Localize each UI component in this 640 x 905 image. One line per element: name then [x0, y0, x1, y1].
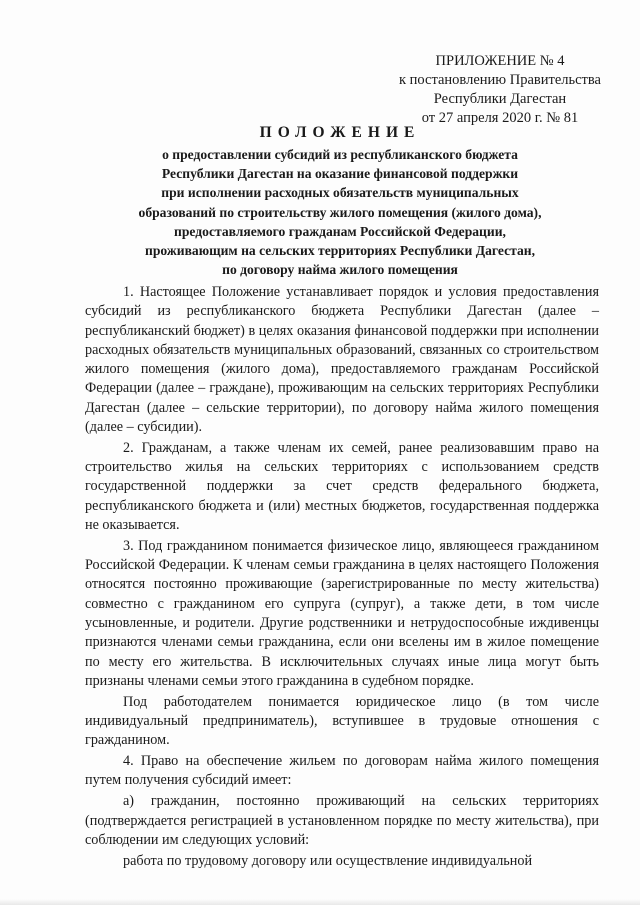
- title-word: ПОЛОЖЕНИЕ: [259, 124, 421, 141]
- title-line: предоставляемого гражданам Российской Федерации,: [174, 223, 506, 239]
- title-line: по договору найма жилого помещения: [222, 262, 458, 278]
- paragraph-1: 1. Настоящее Положение устанавливает порядок и условия предоставления субсидий из республиканского бюджета Республики Дагестан (далее – республиканский бюджет) в целях оказания финансовой поддержки при исполнении расходных обязательств муниципальных образований, связанных со строительством жилого помещения (жилого дома), предоставляемого гражданам Российской Федерации (далее – граждане), проживающим на сельских территориях Республики Дагестан (далее – сельские территории), по договору найма жилого помещения (далее – субсидии).: [85, 284, 599, 436]
- paragraph-4a-condition: работа по трудовому договору или осуществление индивидуальной: [123, 852, 533, 869]
- appendix-number: ПРИЛОЖЕНИЕ № 4: [435, 53, 565, 69]
- appendix-decree-line: к постановлению Правительства: [399, 72, 601, 88]
- paragraph-4a: а) гражданин, постоянно проживающий на сельских территориях (подтверждается регистрацией в установленном порядке по месту жительства), при соблюдении им следующих условий:: [85, 793, 599, 848]
- paragraph-3: 3. Под гражданином понимается физическое лицо, являющееся гражданином Российской Федерации. К членам семьи гражданина в целях настоящего Положения относятся постоянно проживающие (зарегистрированные по месту жительства) совместно с гражданином его супруга (супруг), а также дети, в том числе усыновленные, и родители. Другие родственники и нетрудоспособные иждивенцы признаются членами семьи гражданина, если они вселены им в жилое помещение по месту его жительства. В исключительных случаях иные лица могут быть признаны членами семьи этого гражданина в судебном порядке.: [85, 537, 599, 689]
- title-line: о предоставлении субсидий из республиканского бюджета: [162, 147, 518, 162]
- paragraph-2: 2. Гражданам, а также членам их семей, ранее реализовавшим право на строительство жилья на сельских территориях с использованием средств государственной поддержки за счет средств федерального бюджета, республиканского бюджета и (или) местных бюджетов, государственная поддержка не оказывается.: [85, 439, 599, 534]
- title-line: образований по строительству жилого помещения (жилого дома),: [138, 204, 542, 220]
- title-line: проживающим на сельских территориях Республики Дагестан,: [145, 243, 535, 259]
- document-title: [70, 123, 610, 279]
- paragraph-4: 4. Право на обеспечение жильем по договорам найма жилого помещения путем получения субсидий имеет:: [85, 753, 599, 789]
- appendix-date: от 27 апреля 2020 г. № 81: [421, 110, 579, 126]
- title-line: Республики Дагестан на оказание финансовой поддержки: [161, 166, 519, 182]
- paragraph-employer: Под работодателем понимается юридическое лицо (в том числе индивидуальный предприниматель), вступившее в трудовые отношения с гражданином.: [85, 693, 599, 749]
- title-line: при исполнении расходных обязательств муниципальных: [161, 185, 519, 201]
- document-body: [85, 283, 599, 872]
- appendix-government: Республики Дагестан: [433, 91, 567, 107]
- scan-edge: [0, 899, 640, 905]
- appendix-header: [380, 52, 620, 128]
